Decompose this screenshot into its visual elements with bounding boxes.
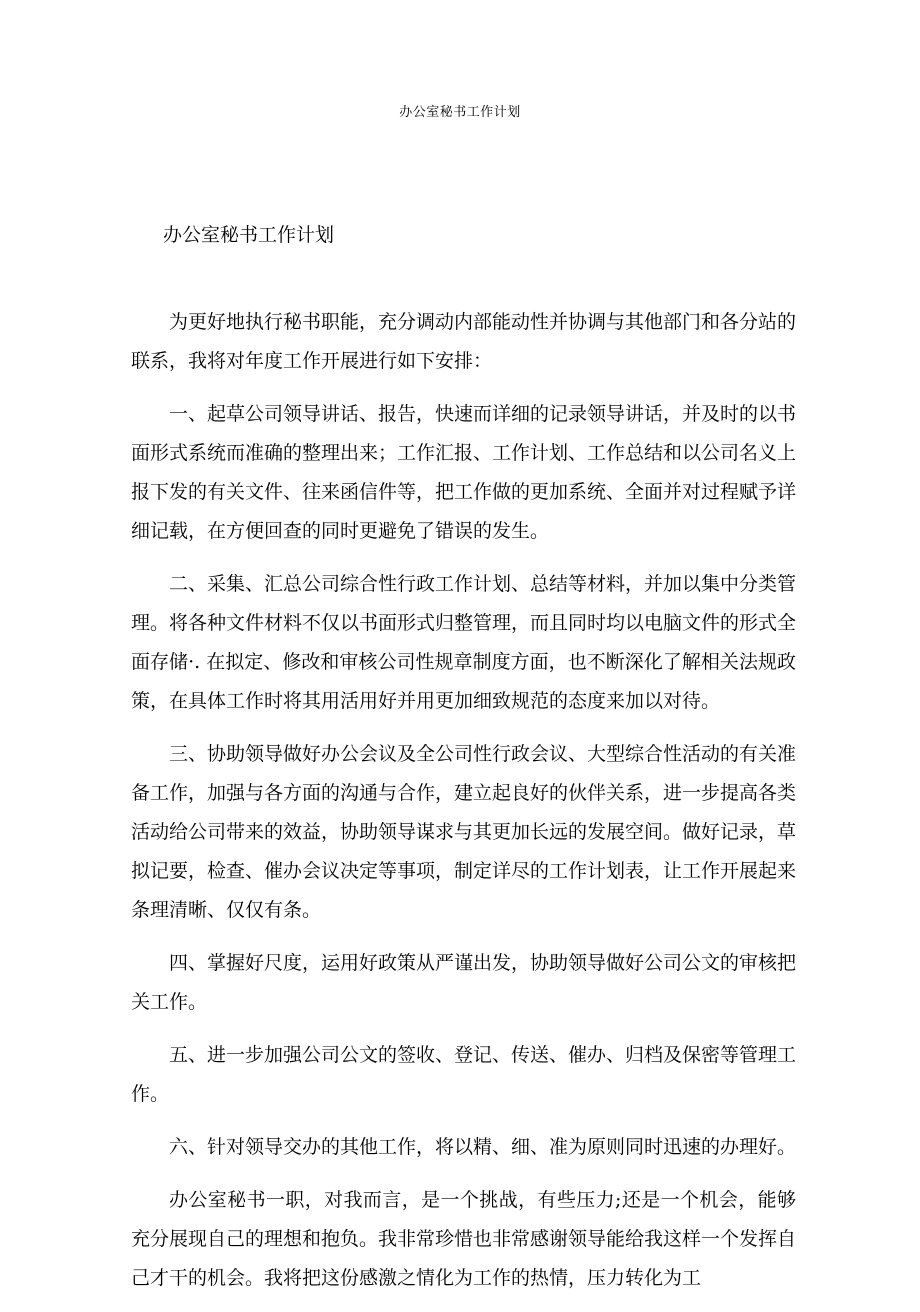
item-paragraph-1: 一、起草公司领导讲话、报告，快速而详细的记录领导讲话，并及时的以书面形式系统而准确的整理出来；工作汇报、工作计划、工作总结和以公司名义上报下发的有关文件、往来函信件等，把工作做的更加系统、全面并对过程赋予详细记载，在方便回查的同时更避免了错误的发生。 — [131, 403, 797, 542]
closing-paragraph: 办公室秘书一职，对我而言，是一个挑战，有些压力;还是一个机会，能够充分展现自己的理想和抱负。我非常珍惜也非常感谢领导能给我这样一个发挥自己才干的机会。我将把这份感激之情化为工作的热情，压力转化为工 — [131, 1189, 797, 1289]
item-paragraph-6: 六、针对领导交办的其他工作，将以精、细、准为原则同时迅速的办理好。 — [169, 1136, 797, 1158]
intro-paragraph: 为更好地执行秘书职能，充分调动内部能动性并协调与其他部门和各分站的联系，我将对年度工作开展进行如下安排： — [131, 311, 797, 372]
document-title: 办公室秘书工作计划 — [163, 224, 335, 246]
document-body — [131, 303, 796, 1312]
item-paragraph-4: 四、掌握好尺度，运用好政策从严谨出发，协助领导做好公司公文的审核把关工作。 — [131, 952, 797, 1013]
item-paragraph-3: 三、协助领导做好办公会议及全公司性行政会议、大型综合性活动的有关准备工作，加强与各方面的沟通与合作，建立起良好的伙伴关系，进一步提高各类活动给公司带来的效益，协助领导谋求与其更加长远的发展空间。做好记录，草拟记要，检查、催办会议决定等事项，制定详尽的工作计划表，让工作开展起来条理清晰、仅仅有条。 — [131, 743, 797, 921]
item-paragraph-5: 五、进一步加强公司公文的签收、登记、传送、催办、归档及保密等管理工作。 — [131, 1044, 797, 1105]
page-header: 办公室秘书工作计划 — [399, 105, 521, 120]
item-paragraph-2: 二、采集、汇总公司综合性行政工作计划、总结等材料，并加以集中分类管理。将各种文件材料不仅以书面形式归整管理，而且同时均以电脑文件的形式全面存储·. 在拟定、修改和审核公司性规章制度方面，也不断深化了解相关法规政策，在具体工作时将其用活用好并用更加细致规范的态度来加以对待。 — [131, 573, 797, 712]
